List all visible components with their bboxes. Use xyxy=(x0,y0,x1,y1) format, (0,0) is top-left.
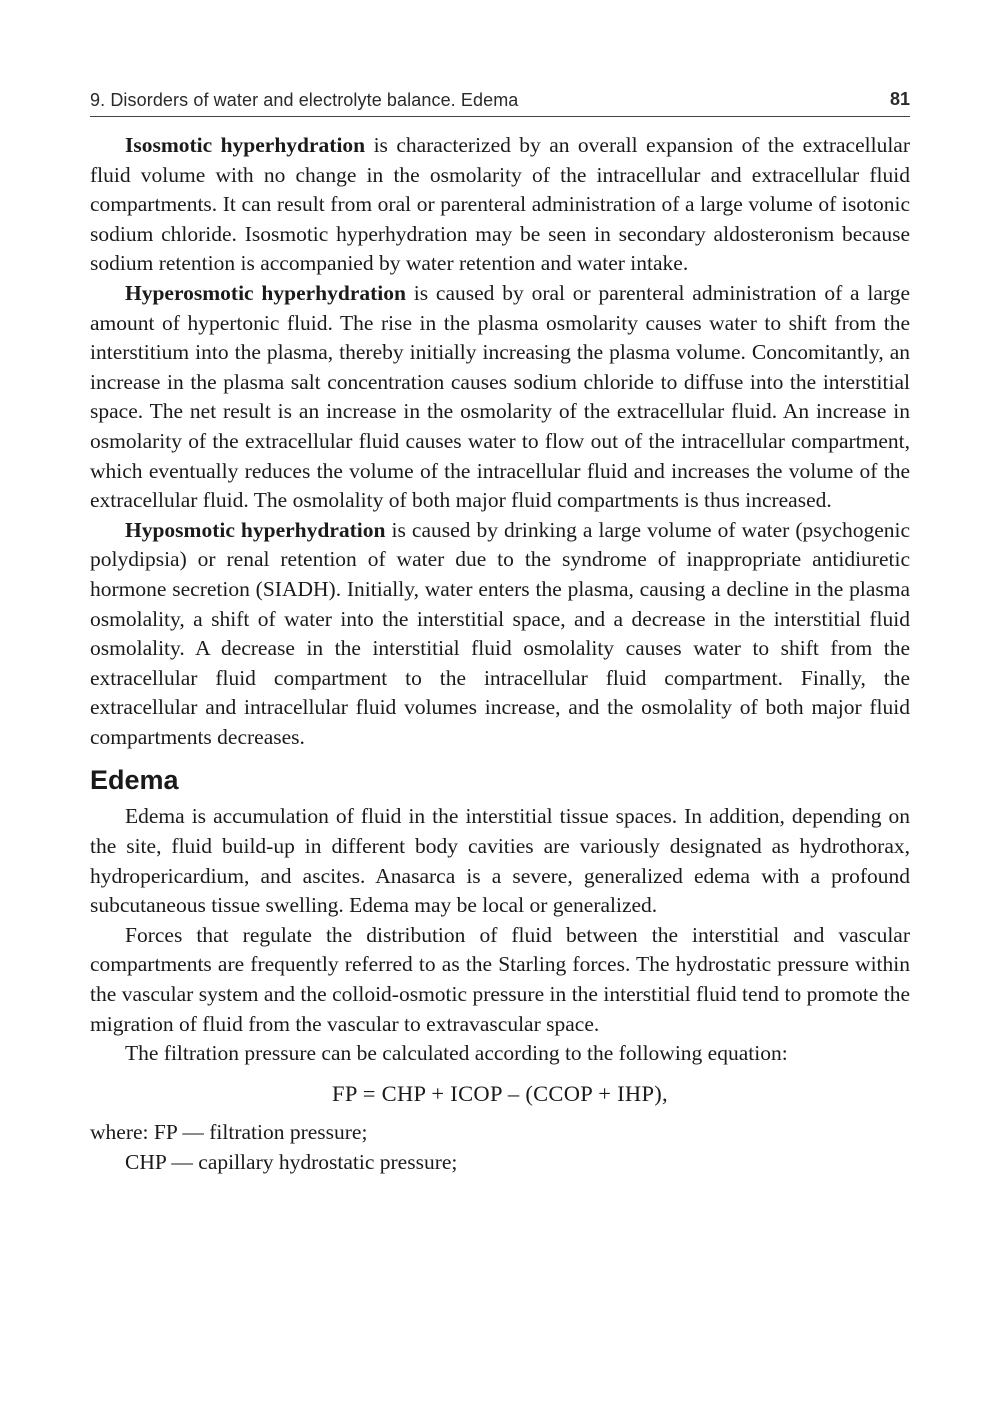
where-line: where: FP — filtration pressure; xyxy=(90,1120,368,1145)
section-heading-edema: Edema xyxy=(90,765,179,796)
paragraph-starling-forces: Forces that regulate the distribution of fluid between the interstitial and vascular compartments are frequently referred to as the Starling forces. The hydrostatic pressure within the vascular system and the colloid-osmotic pressure in the interstitial fluid tend to promote the migration of fluid from the vascular to extravascular space. xyxy=(90,922,910,1036)
term-isosmotic: Isosmotic hyperhydration xyxy=(125,133,366,157)
text-isosmotic: is characterized by an overall expansion of the extracellular fluid volume with no change in the osmolarity of the intracellular and extracellular fluid compartments. It can result from oral or parenteral administration of a large volume of isotonic sodium chloride. Isosmotic hyperhydration may be seen in secondary aldosteronism because sodium retention is accompanied by water retention and water intake. xyxy=(90,133,911,276)
page-number: 81 xyxy=(889,89,910,109)
term-hyposmotic: Hyposmotic hyperhydration xyxy=(125,517,386,542)
term-hyperosmotic: Hyperosmotic hyperhydration xyxy=(125,280,406,305)
text-hyperosmotic: is caused by oral or parenteral administration of a large amount of hypertonic fluid. The rise in the plasma osmolarity causes water to shift from the interstitium into the plasma, thereby initially increasing the plasma volume. Concomitantly, an increase in the plasma salt concentration causes sodium chloride to diffuse into the interstitial space. The net result is an increase in the osmolarity of the extracellular fluid. An increase in osmolarity of the extracellular fluid causes water to flow out of the intracellular compartment, which eventually reduces the volume of the intracellular fluid and increases the volume of the extracellular fluid. The osmolality of both major fluid compartments is thus increased. xyxy=(90,280,910,513)
paragraph-filtration-intro: The filtration pressure can be calculated according to the following equation: xyxy=(125,1041,788,1066)
paragraph-edema-definition: Edema is accumulation of fluid in the interstitial tissue spaces. In addition, depending on the site, fluid build-up in different body cavities are variously designated as hydrothorax, hydropericardium, and ascites. Anasarca is a severe, generalized edema with a profound subcutaneous tissue swelling. Edema may be local or generalized. xyxy=(90,804,910,918)
text-hyposmotic: is caused by drinking a large volume of water (psychogenic polydipsia) or renal retention of water due to the syndrome of inappropriate antidiuretic hormone secretion (SIADH). Initially, water enters the plasma, causing a decline in the plasma osmolality, a shift of water into the interstitial space, and a decrease in the interstitial fluid osmolality. A decrease in the interstitial fluid osmolality causes water to shift from the extracellular fluid compartment to the intracellular fluid compartment. Finally, the extracellular and intracellular fluid volumes increase, and the osmolality of both major fluid compartments decreases. xyxy=(90,517,910,749)
body-text xyxy=(90,131,910,1178)
running-header xyxy=(90,88,910,117)
paragraph-isosmotic xyxy=(90,131,910,279)
filtration-equation: FP = CHP + ICOP – (CCOP + IHP), xyxy=(332,1080,668,1106)
chp-definition-line: CHP — capillary hydrostatic pressure; xyxy=(125,1150,458,1174)
chapter-title: 9. Disorders of water and electrolyte balance. Edema xyxy=(90,90,519,110)
paragraph-hyperosmotic xyxy=(90,279,910,516)
paragraph-hyposmotic xyxy=(90,516,910,753)
